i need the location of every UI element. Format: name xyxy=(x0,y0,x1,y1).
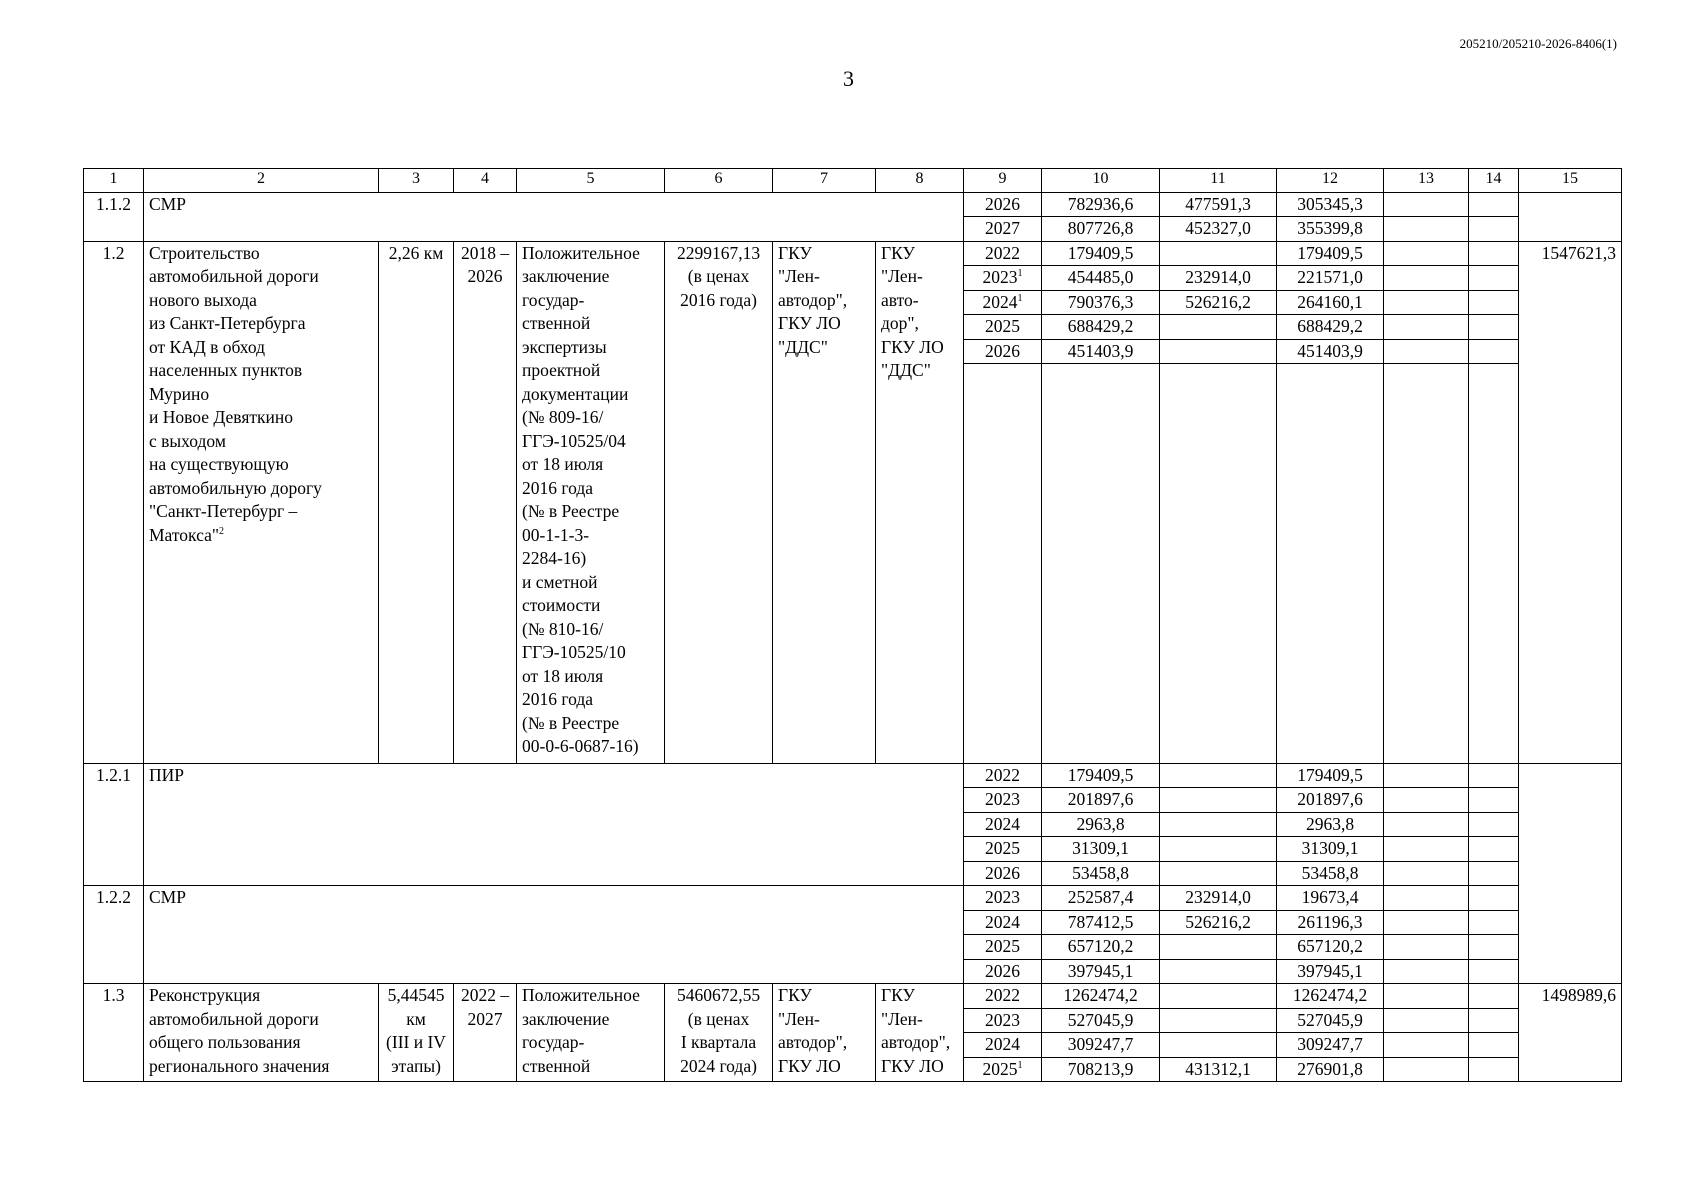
col14-cell xyxy=(1469,861,1519,886)
col14-cell xyxy=(1469,266,1519,291)
capacity-line: 5,44545 xyxy=(387,985,445,1005)
federal-cell: 526216,2 xyxy=(1160,910,1277,935)
customer-line: автодор", xyxy=(778,289,848,310)
object-name xyxy=(144,241,379,763)
federal-cell xyxy=(1160,837,1277,862)
regional-cell: 221571,0 xyxy=(1277,266,1384,291)
header-row xyxy=(84,169,1622,193)
period-line: 2026 xyxy=(467,266,503,286)
estimated-cost-line: I квартала xyxy=(680,1032,757,1052)
col14-cell xyxy=(1469,984,1519,1009)
customer-line: автодор", xyxy=(778,1032,848,1052)
object-name-line: из Санкт-Петербурга xyxy=(149,313,306,333)
object-name-line: регионального значения xyxy=(149,1055,330,1076)
object-name-line: автомобильной дороги xyxy=(149,1008,319,1029)
expertise-doc-line: (№ 809-16/ xyxy=(522,407,604,427)
table-row xyxy=(84,241,1622,266)
expertise-doc-line: государ- xyxy=(522,1032,585,1052)
regional-cell: 2963,8 xyxy=(1277,812,1384,837)
footnote-mark: 1 xyxy=(1017,1059,1023,1071)
regional-cell: 397945,1 xyxy=(1277,959,1384,984)
federal-cell xyxy=(1160,1033,1277,1058)
column-number: 13 xyxy=(1384,169,1469,193)
col14-cell xyxy=(1469,315,1519,340)
federal-cell: 232914,0 xyxy=(1160,266,1277,291)
year-value: 2026 xyxy=(985,340,1020,361)
object-name-line: с выходом xyxy=(149,430,226,451)
col14-cell xyxy=(1469,339,1519,364)
item-name: СМР xyxy=(144,886,964,984)
expertise-doc-line: (№ в Реестре xyxy=(522,712,620,733)
column-number: 9 xyxy=(964,169,1042,193)
total-cell: 787412,5 xyxy=(1042,910,1160,935)
federal-cell xyxy=(1160,241,1277,266)
year-value: 2024 xyxy=(985,1034,1020,1054)
period-line: 2018 – xyxy=(460,242,510,263)
year-value: 2024 xyxy=(985,911,1020,932)
year-cell xyxy=(964,984,1042,1009)
regional-cell: 264160,1 xyxy=(1277,290,1384,315)
year-value: 2023 xyxy=(985,789,1020,809)
total-cell: 397945,1 xyxy=(1042,959,1160,984)
col14-cell xyxy=(1469,1057,1519,1082)
year-value: 2026 xyxy=(985,960,1020,981)
total-cell: 179409,5 xyxy=(1042,241,1160,266)
col14-cell xyxy=(1469,763,1519,788)
year-cell xyxy=(964,315,1042,340)
year-cell xyxy=(964,1057,1042,1082)
expertise-doc-line: Положительное xyxy=(522,985,640,1005)
federal-cell xyxy=(1160,984,1277,1009)
expertise-doc-line: (№ 810-16/ xyxy=(522,618,604,639)
col15-cell xyxy=(1519,192,1622,241)
estimated-cost-line: 2024 года) xyxy=(680,1055,757,1076)
year-cell xyxy=(964,935,1042,960)
year-cell xyxy=(964,910,1042,935)
expertise-doc-line: ГГЭ-10525/04 xyxy=(522,430,626,451)
estimated-cost-line: 5460672,55 xyxy=(676,985,761,1005)
footnote-mark: 1 xyxy=(1017,268,1023,280)
year-value: 2024 xyxy=(982,291,1018,312)
expertise-doc-line: ГГЭ-10525/10 xyxy=(522,642,626,662)
column-number: 6 xyxy=(665,169,773,193)
regional-cell: 261196,3 xyxy=(1277,910,1384,935)
year-value: 2022 xyxy=(985,242,1020,263)
year-value: 2022 xyxy=(985,985,1020,1005)
estimated-cost xyxy=(665,984,773,1082)
estimated-cost-line: 2299167,13 xyxy=(676,242,761,263)
period xyxy=(454,241,517,763)
item-name: СМР xyxy=(144,192,964,241)
expertise-doc-line: (№ в Реестре xyxy=(522,501,620,521)
column-number: 8 xyxy=(876,169,964,193)
expertise-doc-line: документации xyxy=(522,383,629,404)
year-cell xyxy=(964,266,1042,291)
column-number: 15 xyxy=(1519,169,1622,193)
year-value: 2025 xyxy=(982,1058,1018,1079)
expertise-doc-line: 00-0-6-0687-16) xyxy=(522,736,639,756)
year-value: 2026 xyxy=(985,862,1020,883)
empty-cell xyxy=(1384,364,1469,764)
footnote-mark: 2 xyxy=(219,525,224,537)
object-name-line: автомобильной дороги xyxy=(149,266,319,286)
federal-cell xyxy=(1160,861,1277,886)
expertise-doc-line: государ- xyxy=(522,289,585,310)
expertise-doc-line: ственной xyxy=(522,313,591,333)
col13-cell xyxy=(1384,1008,1469,1033)
object-name-line: Мурино xyxy=(149,383,210,404)
period-line: 2027 xyxy=(467,1008,503,1029)
col14-cell xyxy=(1469,812,1519,837)
year-cell xyxy=(964,217,1042,242)
expertise-doc-line: от 18 июля xyxy=(522,454,604,474)
year-cell xyxy=(964,1033,1042,1058)
total-cell: 790376,3 xyxy=(1042,290,1160,315)
col13-cell xyxy=(1384,812,1469,837)
total-cell: 657120,2 xyxy=(1042,935,1160,960)
column-number: 11 xyxy=(1160,169,1277,193)
regional-cell: 179409,5 xyxy=(1277,763,1384,788)
total-cell: 2963,8 xyxy=(1042,812,1160,837)
table-row xyxy=(84,984,1622,1009)
column-number: 14 xyxy=(1469,169,1519,193)
col14-cell xyxy=(1469,1033,1519,1058)
col14-cell xyxy=(1469,192,1519,217)
customer xyxy=(773,984,876,1082)
regional-cell: 1262474,2 xyxy=(1277,984,1384,1009)
regional-cell: 688429,2 xyxy=(1277,315,1384,340)
developer-line: "ДДС" xyxy=(881,360,931,380)
table-row xyxy=(84,192,1622,217)
regional-cell: 53458,8 xyxy=(1277,861,1384,886)
total-cell: 1262474,2 xyxy=(1042,984,1160,1009)
col13-cell xyxy=(1384,837,1469,862)
year-cell xyxy=(964,788,1042,813)
item-code: 1.2.2 xyxy=(84,886,144,984)
developer-line: ГКУ ЛО xyxy=(881,336,944,357)
total-cell: 782936,6 xyxy=(1042,192,1160,217)
regional-cell: 31309,1 xyxy=(1277,837,1384,862)
col13-cell xyxy=(1384,290,1469,315)
year-cell xyxy=(964,861,1042,886)
customer-line: "Лен- xyxy=(778,266,820,286)
customer-line: ГКУ xyxy=(778,985,812,1005)
total-cell: 252587,4 xyxy=(1042,886,1160,911)
federal-cell xyxy=(1160,315,1277,340)
developer-line: ГКУ ЛО xyxy=(881,1055,944,1076)
column-number: 1 xyxy=(84,169,144,193)
developer-line: "Лен- xyxy=(881,1008,923,1029)
col14-cell xyxy=(1469,241,1519,266)
federal-cell xyxy=(1160,339,1277,364)
funding-table xyxy=(83,168,1622,1082)
object-name-line: Матокса" xyxy=(149,524,219,545)
item-code: 1.1.2 xyxy=(84,192,144,241)
col14-cell xyxy=(1469,935,1519,960)
developer-line: ГКУ xyxy=(881,242,915,263)
year-value: 2025 xyxy=(985,838,1020,858)
federal-cell xyxy=(1160,935,1277,960)
item-code: 1.2.1 xyxy=(84,763,144,886)
table-row xyxy=(84,886,1622,911)
regional-cell: 451403,9 xyxy=(1277,339,1384,364)
col14-cell xyxy=(1469,910,1519,935)
object-name-line: нового выхода xyxy=(149,289,257,310)
empty-cell xyxy=(1042,364,1160,764)
col13-cell xyxy=(1384,1057,1469,1082)
expertise-doc-line: экспертизы xyxy=(522,336,607,357)
object-name xyxy=(144,984,379,1082)
federal-cell xyxy=(1160,788,1277,813)
col13-cell xyxy=(1384,861,1469,886)
expertise-doc-line: от 18 июля xyxy=(522,665,604,686)
remaining-cost: 1547621,3 xyxy=(1519,241,1622,763)
year-cell xyxy=(964,290,1042,315)
column-number: 5 xyxy=(517,169,665,193)
expertise-doc xyxy=(517,241,665,763)
customer xyxy=(773,241,876,763)
empty-cell xyxy=(1277,364,1384,764)
page-number: 3 xyxy=(843,66,854,91)
item-code: 1.3 xyxy=(84,984,144,1082)
customer-line: ГКУ ЛО xyxy=(778,1055,841,1076)
empty-cell xyxy=(964,364,1042,764)
expertise-doc-line: Положительное xyxy=(522,242,640,263)
col14-cell xyxy=(1469,788,1519,813)
column-number: 4 xyxy=(454,169,517,193)
total-cell: 527045,9 xyxy=(1042,1008,1160,1033)
item-name: ПИР xyxy=(144,763,964,886)
total-cell: 688429,2 xyxy=(1042,315,1160,340)
expertise-doc-line: 2016 года xyxy=(522,689,594,709)
object-name-last xyxy=(149,524,373,548)
capacity-line: км xyxy=(406,1008,426,1029)
col13-cell xyxy=(1384,241,1469,266)
col13-cell xyxy=(1384,339,1469,364)
year-cell xyxy=(964,763,1042,788)
regional-cell: 179409,5 xyxy=(1277,241,1384,266)
col14-cell xyxy=(1469,1008,1519,1033)
column-number: 3 xyxy=(379,169,454,193)
federal-cell: 232914,0 xyxy=(1160,886,1277,911)
total-cell: 451403,9 xyxy=(1042,339,1160,364)
total-cell: 807726,8 xyxy=(1042,217,1160,242)
regional-cell: 19673,4 xyxy=(1277,886,1384,911)
expertise-doc-line: 2284-16) xyxy=(522,548,587,568)
developer-line: дор", xyxy=(881,313,919,333)
footnote-mark: 1 xyxy=(1017,292,1023,304)
year-cell xyxy=(964,192,1042,217)
year-value: 2026 xyxy=(985,193,1020,214)
estimated-cost-line: (в ценах xyxy=(687,1008,750,1029)
object-name-line: "Санкт-Петербург – xyxy=(149,501,298,521)
regional-cell: 355399,8 xyxy=(1277,217,1384,242)
regional-cell: 309247,7 xyxy=(1277,1033,1384,1058)
customer-line: ГКУ xyxy=(778,242,812,263)
column-number: 2 xyxy=(144,169,379,193)
regional-cell: 305345,3 xyxy=(1277,192,1384,217)
object-name-line: и Новое Девяткино xyxy=(149,407,294,427)
regional-cell: 527045,9 xyxy=(1277,1008,1384,1033)
customer-line: "Лен- xyxy=(778,1008,820,1029)
remaining-cost: 1498989,6 xyxy=(1519,984,1622,1082)
column-number: 10 xyxy=(1042,169,1160,193)
federal-cell: 431312,1 xyxy=(1160,1057,1277,1082)
estimated-cost-line: (в ценах xyxy=(687,266,750,286)
developer-line: "Лен- xyxy=(881,266,923,286)
total-cell: 454485,0 xyxy=(1042,266,1160,291)
total-cell: 179409,5 xyxy=(1042,763,1160,788)
year-cell xyxy=(964,886,1042,911)
customer-line: ГКУ ЛО xyxy=(778,313,841,333)
expertise-doc-line: 00-1-1-3- xyxy=(522,524,590,545)
federal-cell xyxy=(1160,812,1277,837)
developer-line: автодор", xyxy=(881,1032,951,1052)
object-name-line: Реконструкция xyxy=(149,985,261,1005)
year-value: 2022 xyxy=(985,764,1020,785)
col14-cell xyxy=(1469,886,1519,911)
developer-line: ГКУ xyxy=(881,985,915,1005)
total-cell: 201897,6 xyxy=(1042,788,1160,813)
capacity-line: (III и IV xyxy=(386,1032,446,1052)
estimated-cost xyxy=(665,241,773,763)
capacity: 2,26 км xyxy=(379,241,454,763)
col13-cell xyxy=(1384,984,1469,1009)
empty-cell xyxy=(1160,364,1277,764)
col13-cell xyxy=(1384,959,1469,984)
col15-cell xyxy=(1519,763,1622,984)
year-cell xyxy=(964,812,1042,837)
federal-cell xyxy=(1160,1008,1277,1033)
year-value: 2027 xyxy=(985,218,1020,238)
regional-cell: 276901,8 xyxy=(1277,1057,1384,1082)
col13-cell xyxy=(1384,266,1469,291)
year-cell xyxy=(964,1008,1042,1033)
expertise-doc-line: проектной xyxy=(522,360,601,380)
year-value: 2023 xyxy=(982,267,1018,287)
total-cell: 309247,7 xyxy=(1042,1033,1160,1058)
developer xyxy=(876,241,964,763)
customer-line: "ДДС" xyxy=(778,336,828,357)
capacity-line: этапы) xyxy=(391,1055,441,1076)
item-code: 1.2 xyxy=(84,241,144,763)
col13-cell xyxy=(1384,217,1469,242)
regional-cell: 657120,2 xyxy=(1277,935,1384,960)
federal-cell xyxy=(1160,763,1277,788)
col13-cell xyxy=(1384,763,1469,788)
year-value: 2024 xyxy=(985,813,1020,834)
col14-cell xyxy=(1469,837,1519,862)
year-value: 2023 xyxy=(985,1009,1020,1030)
column-number: 7 xyxy=(773,169,876,193)
table-row xyxy=(84,763,1622,788)
developer xyxy=(876,984,964,1082)
period-line: 2022 – xyxy=(460,985,510,1005)
object-name-line: Строительство xyxy=(149,242,260,263)
year-value: 2025 xyxy=(985,316,1020,336)
col13-cell xyxy=(1384,886,1469,911)
document-id: 205210/205210-2026-8406(1) xyxy=(1459,36,1617,51)
year-cell xyxy=(964,959,1042,984)
federal-cell xyxy=(1160,959,1277,984)
regional-cell: 201897,6 xyxy=(1277,788,1384,813)
federal-cell: 452327,0 xyxy=(1160,217,1277,242)
col13-cell xyxy=(1384,910,1469,935)
expertise-doc-line: ственной xyxy=(522,1055,591,1076)
year-cell xyxy=(964,339,1042,364)
year-cell xyxy=(964,837,1042,862)
federal-cell: 526216,2 xyxy=(1160,290,1277,315)
object-name-line: от КАД в обход xyxy=(149,336,266,357)
expertise-doc-line: заключение xyxy=(522,266,610,286)
empty-cell xyxy=(1469,364,1519,764)
object-name-line: автомобильную дорогу xyxy=(149,477,322,498)
col13-cell xyxy=(1384,315,1469,340)
expertise-doc-line: и сметной xyxy=(522,571,598,592)
expertise-doc-line: заключение xyxy=(522,1008,610,1029)
col13-cell xyxy=(1384,935,1469,960)
expertise-doc-line: стоимости xyxy=(522,595,601,615)
object-name-line: на существующую xyxy=(149,454,289,474)
period xyxy=(454,984,517,1082)
object-name-line: общего пользования xyxy=(149,1032,301,1052)
col13-cell xyxy=(1384,788,1469,813)
object-name-line: населенных пунктов xyxy=(149,360,303,380)
year-value: 2025 xyxy=(985,936,1020,956)
col13-cell xyxy=(1384,192,1469,217)
total-cell: 53458,8 xyxy=(1042,861,1160,886)
col14-cell xyxy=(1469,217,1519,242)
col14-cell xyxy=(1469,959,1519,984)
federal-cell: 477591,3 xyxy=(1160,192,1277,217)
expertise-doc xyxy=(517,984,665,1082)
year-value: 2023 xyxy=(985,887,1020,907)
estimated-cost-line: 2016 года) xyxy=(680,289,757,310)
total-cell: 31309,1 xyxy=(1042,837,1160,862)
year-cell xyxy=(964,241,1042,266)
col13-cell xyxy=(1384,1033,1469,1058)
developer-line: авто- xyxy=(881,289,919,310)
total-cell: 708213,9 xyxy=(1042,1057,1160,1082)
col14-cell xyxy=(1469,290,1519,315)
column-number: 12 xyxy=(1277,169,1384,193)
capacity xyxy=(379,984,454,1082)
expertise-doc-line: 2016 года xyxy=(522,477,594,498)
